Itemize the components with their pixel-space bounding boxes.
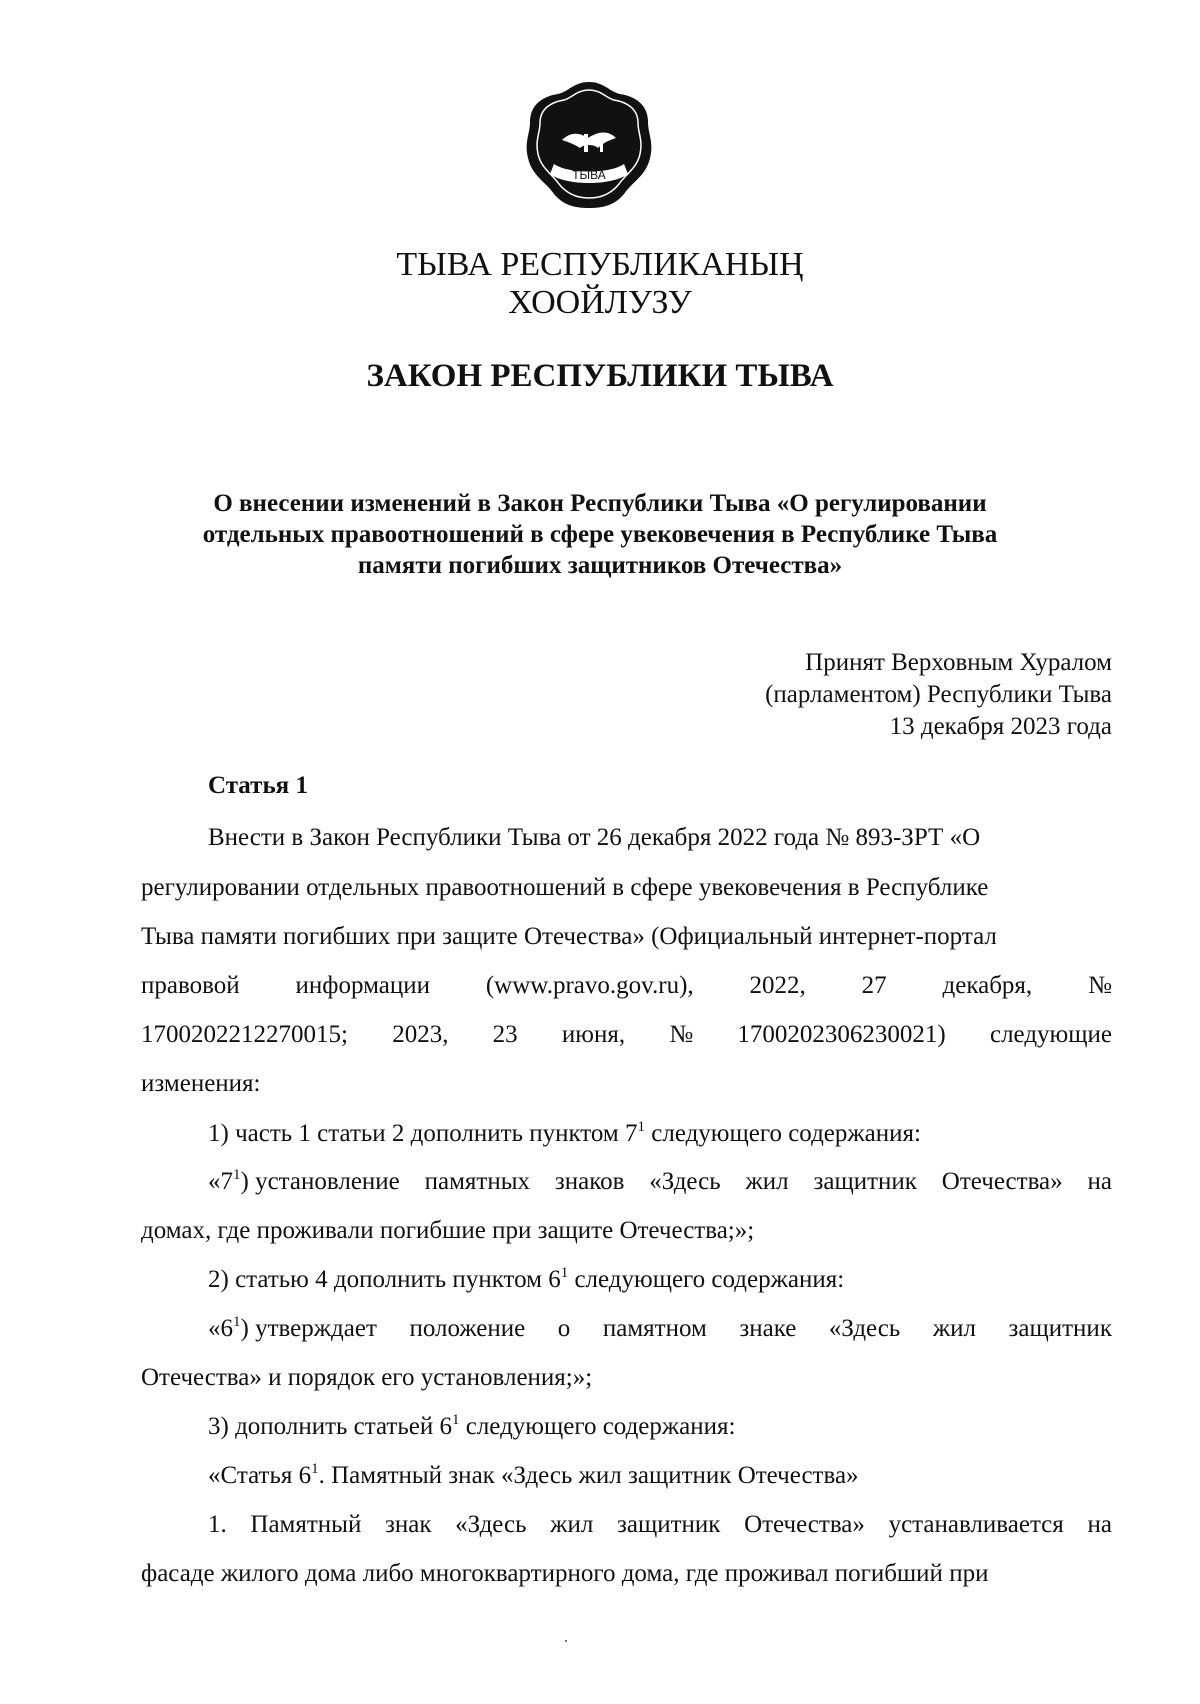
republic-title-tyvan-line2: ХООЙЛУЗУ bbox=[508, 284, 692, 321]
new-article-title-text: «Статья 6 bbox=[208, 1462, 312, 1489]
body-line: домах, где проживали погибшие при защите Отечества;»; bbox=[141, 1217, 755, 1244]
republic-title-tyvan-line1: ТЫВА РЕСПУБЛИКАНЫҢ bbox=[396, 246, 804, 283]
law-subject-line3: памяти погибших защитников Отечества» bbox=[357, 552, 843, 579]
item1-sup: 1 bbox=[637, 1119, 645, 1135]
word: 27 bbox=[861, 972, 887, 999]
word: декабря, bbox=[942, 972, 1033, 999]
word: (www.pravo.gov.ru), bbox=[485, 972, 694, 999]
word: знак bbox=[385, 1511, 432, 1538]
word: «Здесь bbox=[649, 1168, 721, 1195]
new-article-title-tail: . Памятный знак «Здесь жил защитник Отечества» bbox=[318, 1462, 859, 1489]
body-quote-1 bbox=[141, 1166, 1112, 1198]
word: «Здесь bbox=[455, 1511, 527, 1538]
word: жил bbox=[550, 1511, 594, 1538]
word: «Здесь bbox=[828, 1315, 901, 1342]
adoption-block bbox=[765, 647, 1112, 743]
body-quote-2 bbox=[141, 1313, 1112, 1345]
law-subject bbox=[0, 488, 1200, 581]
word: ) установление bbox=[240, 1168, 400, 1195]
word: жил bbox=[932, 1315, 976, 1342]
word: знаке bbox=[739, 1315, 797, 1342]
word: жил bbox=[745, 1168, 789, 1195]
item1-tail: следующего содержания: bbox=[645, 1120, 921, 1147]
body-line: Тыва памяти погибших при защите Отечества» (Официальный интернет-портал bbox=[141, 923, 997, 950]
word: 1. bbox=[208, 1511, 227, 1538]
word: информации bbox=[295, 972, 430, 999]
new-article-title bbox=[141, 1460, 1112, 1492]
word: защитник bbox=[813, 1168, 917, 1195]
word: устанавливается bbox=[888, 1511, 1064, 1538]
word: правовой bbox=[141, 972, 240, 999]
word: на bbox=[1087, 1168, 1112, 1195]
adoption-date: 13 декабря 2023 года bbox=[889, 713, 1112, 740]
body-line: регулировании отдельных правоотношений в сфере увековечения в Республике bbox=[141, 874, 989, 901]
body-line-justified bbox=[141, 970, 1112, 1002]
body-line-justified bbox=[141, 1509, 1112, 1541]
word: защитник bbox=[1008, 1315, 1112, 1342]
law-subject-line1: О внесении изменений в Закон Республики Тыва «О регулировании bbox=[213, 490, 987, 517]
body-line: Отечества» и порядок его установления;»; bbox=[141, 1364, 593, 1391]
word: Отечества» bbox=[744, 1511, 865, 1538]
word: положение bbox=[409, 1315, 526, 1342]
word: 23 bbox=[492, 1021, 518, 1048]
item2-text: 2) статью 4 дополнить пунктом 6 bbox=[208, 1266, 561, 1293]
page-mark bbox=[565, 1640, 567, 1642]
body-item-2 bbox=[141, 1264, 1112, 1296]
word: ) утверждает bbox=[240, 1315, 377, 1342]
item1-text: 1) часть 1 статьи 2 дополнить пунктом 7 bbox=[208, 1120, 638, 1147]
emblem-text: ТЫВА bbox=[572, 168, 606, 182]
word: памятном bbox=[602, 1315, 707, 1342]
word: следующие bbox=[989, 1021, 1112, 1048]
word: знаков bbox=[554, 1168, 625, 1195]
word: 1700202212270015; bbox=[141, 1021, 348, 1048]
body-line: фасаде жилого дома либо многоквартирного дома, где проживал погибший при bbox=[141, 1560, 989, 1587]
item3-sup: 1 bbox=[451, 1412, 460, 1428]
item2-tail: следующего содержания: bbox=[568, 1266, 845, 1293]
word: 2022, bbox=[749, 972, 806, 999]
word: о bbox=[557, 1315, 571, 1342]
item2-sup: 1 bbox=[560, 1265, 569, 1281]
tyva-emblem-icon bbox=[524, 78, 654, 212]
body-item-3 bbox=[141, 1411, 1112, 1443]
word: 1700202306230021) bbox=[737, 1021, 946, 1048]
word: № bbox=[1088, 972, 1112, 999]
republic-title-tyvan bbox=[0, 246, 1200, 322]
quote2-open: «$6^1$) утверждает bbox=[208, 1314, 377, 1342]
item3-text: 3) дополнить статьей 6 bbox=[208, 1413, 452, 1440]
word: 2023, bbox=[392, 1021, 449, 1048]
new-article-title-sup: 1 bbox=[311, 1461, 319, 1477]
body-line-justified bbox=[141, 1019, 1112, 1051]
adoption-line2: (парламентом) Республики Тыва bbox=[765, 681, 1112, 708]
adoption-line1: Принят Верховным Хуралом bbox=[805, 649, 1112, 676]
body-item-1 bbox=[141, 1118, 1112, 1150]
word: июня, bbox=[561, 1021, 626, 1048]
word: защитник bbox=[616, 1511, 721, 1538]
word: на bbox=[1087, 1511, 1112, 1538]
word: № bbox=[669, 1021, 694, 1048]
article-heading: Статья 1 bbox=[208, 772, 308, 799]
word: памятных bbox=[424, 1168, 531, 1195]
law-title: ЗАКОН РЕСПУБЛИКИ ТЫВА bbox=[366, 358, 834, 394]
item3-tail: следующего содержания: bbox=[459, 1413, 736, 1440]
body-line: Внести в Закон Республики Тыва от 26 декабря 2022 года № 893-ЗРТ «О bbox=[208, 824, 981, 851]
quote1-open: «$7^1$) установление bbox=[208, 1167, 400, 1195]
law-subject-line2: отдельных правоотношений в сфере увековечения в Республике Тыва bbox=[202, 521, 998, 548]
word: Отечества» bbox=[941, 1168, 1063, 1195]
body-line: изменения: bbox=[141, 1070, 261, 1097]
word: Памятный bbox=[250, 1511, 362, 1538]
